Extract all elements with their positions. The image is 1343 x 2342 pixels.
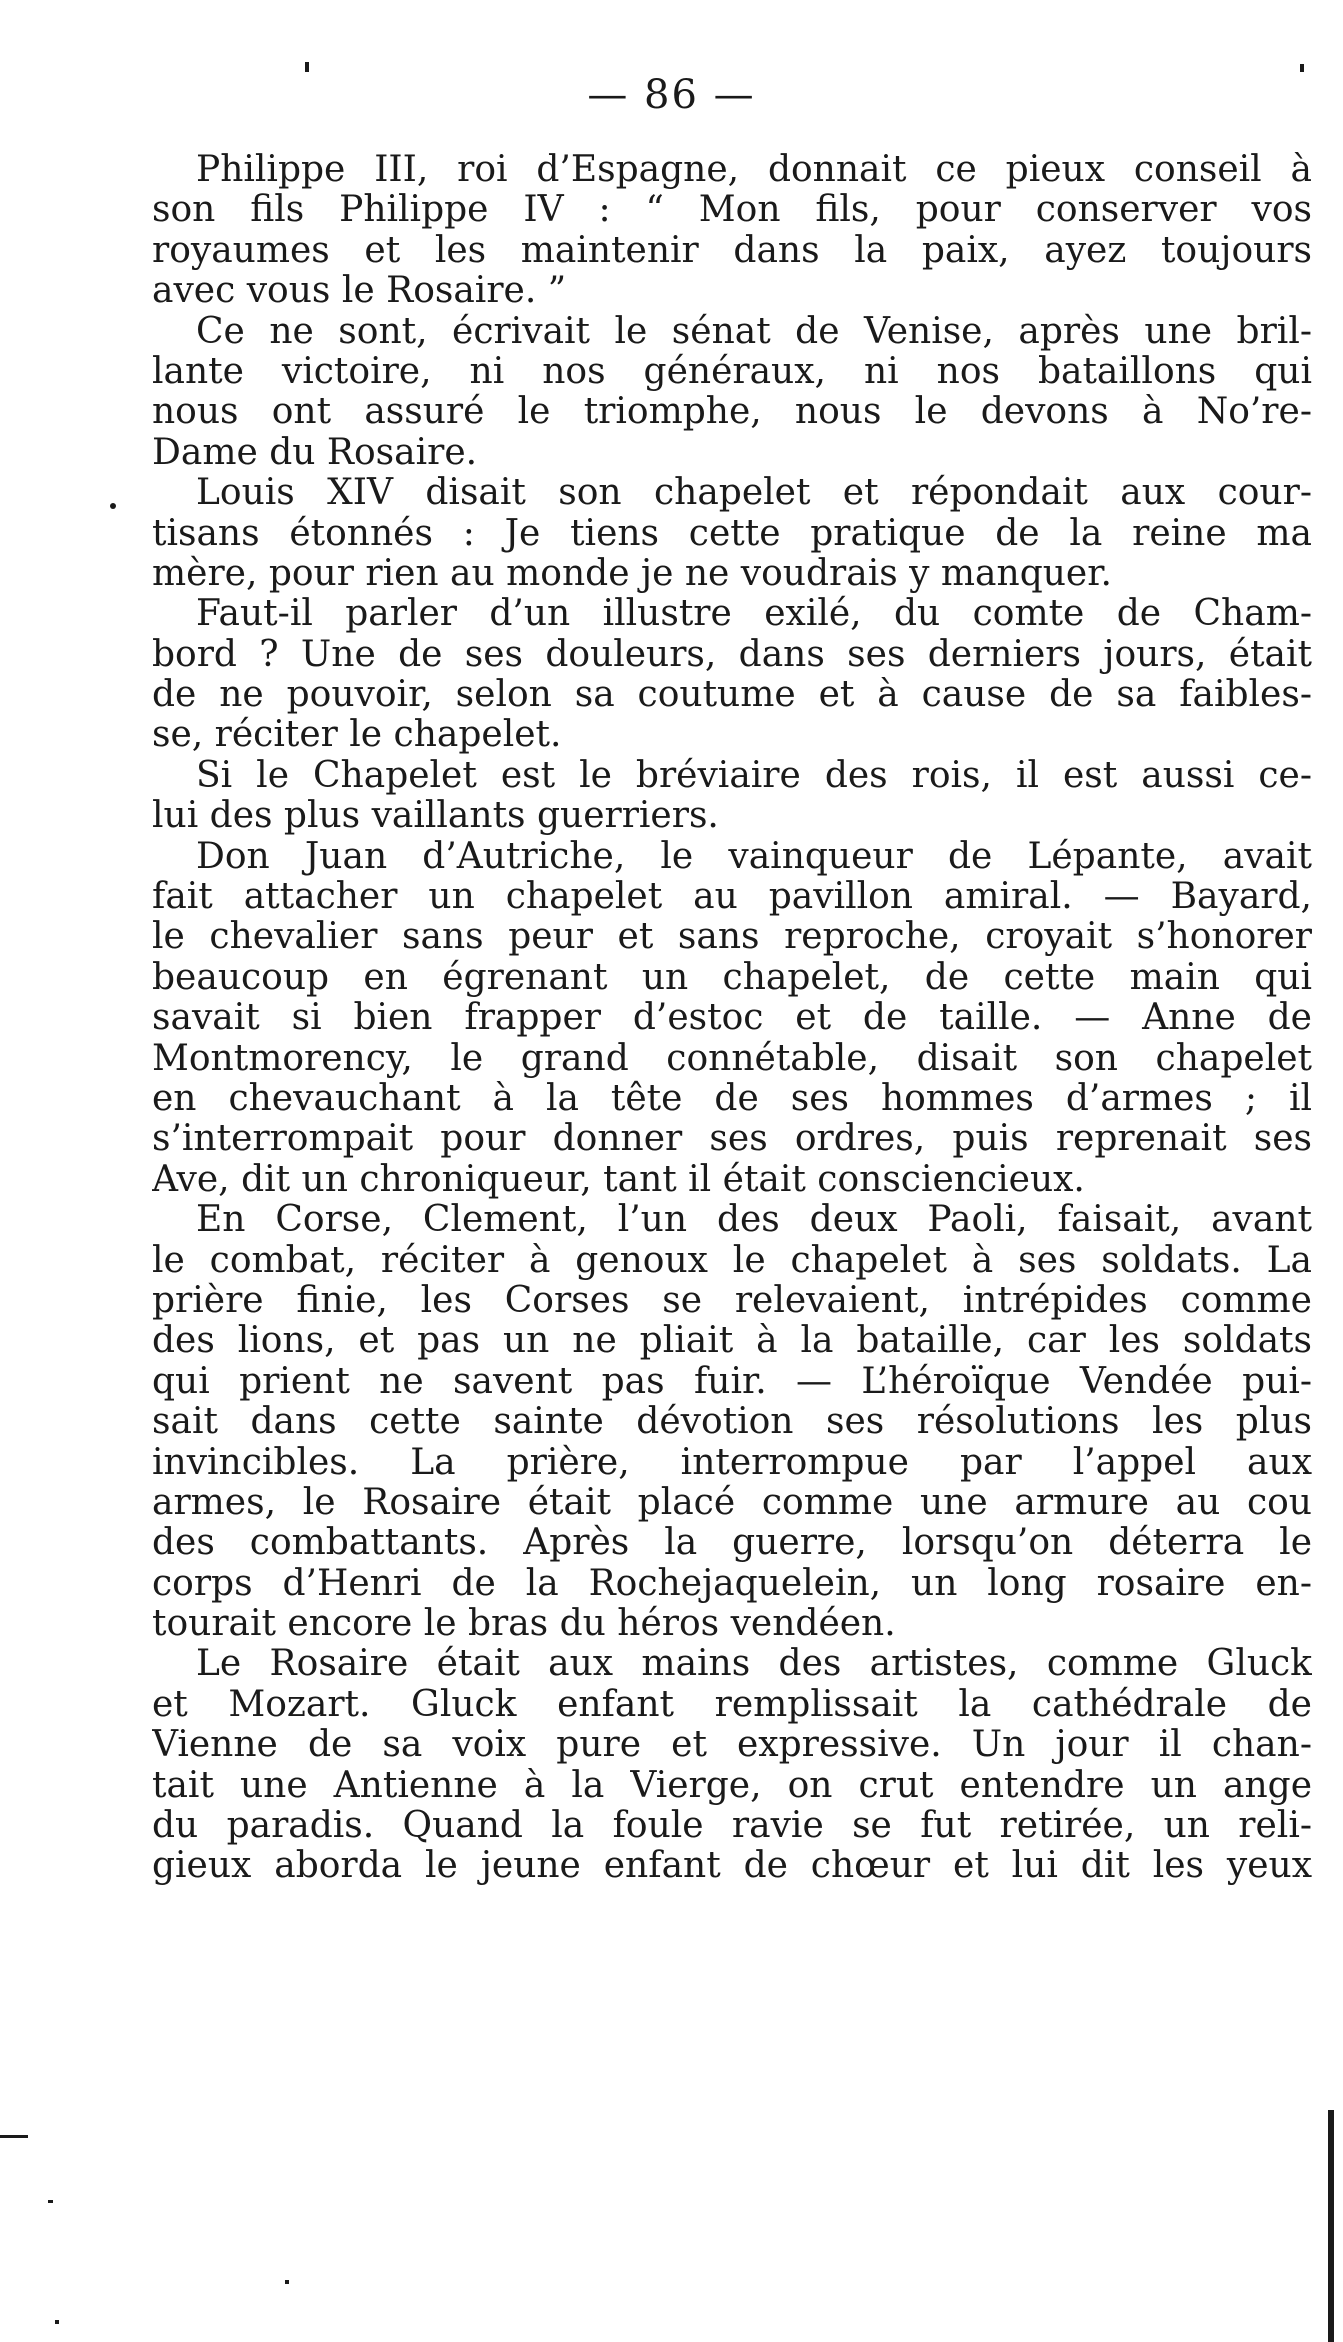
- text-line: En Corse, Clement, l’un des deux Paoli, faisait, avant: [196, 1200, 1312, 1241]
- text-line: le combat, réciter à genoux le chapelet à ses soldats. La: [152, 1240, 1312, 1281]
- print-speck: [48, 2200, 53, 2203]
- text-line: Louis XIV disait son chapelet et répondait aux cour-: [196, 473, 1312, 514]
- text-line: lui des plus vaillants guerriers.: [152, 796, 719, 837]
- page-number: — 86 —: [587, 72, 756, 118]
- text-line: Montmorency, le grand connétable, disait son chapelet: [152, 1038, 1312, 1079]
- text-line: tourait encore le bras du héros vendéen.: [152, 1604, 896, 1645]
- print-speck: [285, 2280, 289, 2284]
- text-line: Vienne de sa voix pure et expressive. Un jour il chan-: [152, 1725, 1312, 1766]
- text-line: royaumes et les maintenir dans la paix, ayez toujours: [152, 230, 1312, 271]
- text-line: mère, pour rien au monde je ne voudrais y manquer.: [152, 553, 1112, 594]
- text-line: du paradis. Quand la foule ravie se fut retirée, un reli-: [152, 1806, 1312, 1847]
- text-line: des combattants. Après la guerre, lorsqu’on déterra le: [152, 1523, 1312, 1564]
- text-line: qui prient ne savent pas fuir. — L’héroïque Vendée pui-: [152, 1361, 1312, 1402]
- text-line: Faut-il parler d’un illustre exilé, du comte de Cham-: [196, 594, 1312, 635]
- text-line: le chevalier sans peur et sans reproche, croyait s’honorer: [152, 917, 1312, 958]
- text-line: corps d’Henri de la Rochejaquelein, un long rosaire en-: [152, 1563, 1312, 1604]
- text-line: Ce ne sont, écrivait le sénat de Venise, après une bril-: [196, 311, 1312, 352]
- text-line: Don Juan d’Autriche, le vainqueur de Lépante, avait: [196, 836, 1312, 877]
- text-line: sait dans cette sainte dévotion ses résolutions les plus: [152, 1402, 1312, 1443]
- print-speck: [305, 62, 309, 72]
- text-line: armes, le Rosaire était placé comme une armure au cou: [152, 1482, 1312, 1523]
- text-line: Si le Chapelet est le bréviaire des rois, il est aussi ce-: [196, 755, 1312, 796]
- text-line: nous ont assuré le triomphe, nous le devons à No’re-: [152, 392, 1312, 433]
- text-line: des lions, et pas un ne pliait à la bataille, car les soldats: [152, 1321, 1312, 1362]
- text-line: se, réciter le chapelet.: [152, 715, 562, 756]
- text-line: gieux aborda le jeune enfant de chœur et lui dit les yeux: [152, 1846, 1312, 1887]
- margin-dash: [0, 2135, 28, 2138]
- text-line: tait une Antienne à la Vierge, on crut entendre un ange: [152, 1765, 1312, 1806]
- text-line: Dame du Rosaire.: [152, 432, 478, 473]
- text-line: bord ? Une de ses douleurs, dans ses derniers jours, était: [152, 634, 1312, 675]
- text-line: son fils Philippe IV : “ Mon fils, pour conserver vos: [152, 190, 1312, 231]
- text-line: tisans étonnés : Je tiens cette pratique de la reine ma: [152, 513, 1312, 554]
- text-line: en chevauchant à la tête de ses hommes d’armes ; il: [152, 1078, 1312, 1119]
- text-line: prière finie, les Corses se relevaient, intrépides comme: [152, 1280, 1312, 1321]
- text-line: lante victoire, ni nos généraux, ni nos bataillons qui: [152, 351, 1312, 392]
- text-line: invincibles. La prière, interrompue par l’appel aux: [152, 1442, 1312, 1483]
- print-speck: [55, 2320, 59, 2324]
- text-line: beaucoup en égrenant un chapelet, de cette main qui: [152, 957, 1312, 998]
- print-speck: [1300, 64, 1304, 72]
- text-line: de ne pouvoir, selon sa coutume et à cause de sa faibles-: [152, 675, 1312, 716]
- margin-dot: [110, 503, 116, 509]
- body-text: [152, 150, 1312, 1887]
- text-line: Ave, dit un chroniqueur, tant il était consciencieux.: [152, 1159, 1085, 1200]
- text-line: et Mozart. Gluck enfant remplissait la cathédrale de: [152, 1684, 1312, 1725]
- text-line: Le Rosaire était aux mains des artistes, comme Gluck: [196, 1644, 1312, 1685]
- page-edge-rule: [1328, 2110, 1334, 2342]
- text-line: s’interrompait pour donner ses ordres, puis reprenait ses: [152, 1119, 1312, 1160]
- text-line: fait attacher un chapelet au pavillon amiral. — Bayard,: [152, 877, 1312, 918]
- text-line: avec vous le Rosaire. ”: [152, 271, 567, 312]
- text-line: Philippe III, roi d’Espagne, donnait ce pieux conseil à: [196, 150, 1312, 190]
- text-line: savait si bien frapper d’estoc et de taille. — Anne de: [152, 998, 1312, 1039]
